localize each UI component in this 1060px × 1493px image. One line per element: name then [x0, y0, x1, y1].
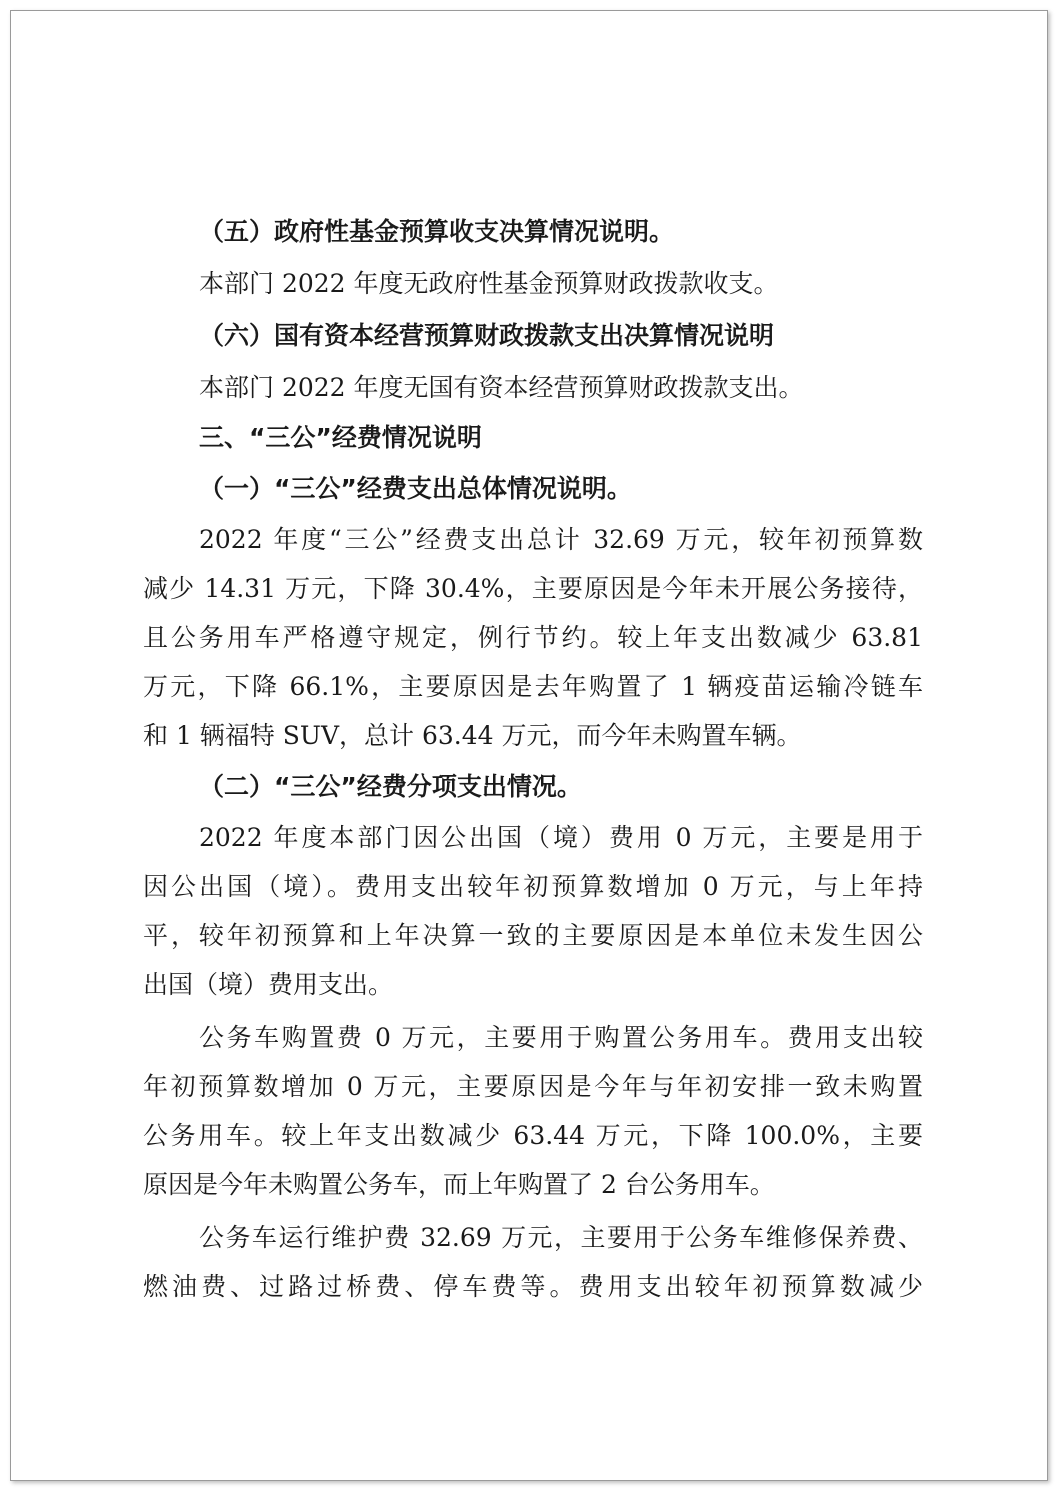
section-6-title: （六）国有资本经营预算财政拨款支出决算情况说明 — [199, 321, 775, 350]
paragraph-line: 燃油费、过路过桥费、停车费等。费用支出较年初预算数减少 — [143, 1272, 923, 1301]
document-content — [143, 206, 923, 1311]
section-3-2-title: （二）“三公”经费分项支出情况。 — [199, 772, 582, 801]
paragraph-line: 年初预算数增加 0 万元，主要原因是今年与年初安排一致未购置 — [143, 1072, 923, 1101]
paragraph-line: 和 1 辆福特 SUV，总计 63.44 万元，而今年未购置车辆。 — [143, 721, 802, 750]
paragraph-line: 出国（境）费用支出。 — [143, 970, 394, 999]
chapter-3-title: 三、“三公”经费情况说明 — [199, 423, 482, 452]
paragraph-vehicle-purchase — [143, 1013, 923, 1209]
paragraph-total-overview — [143, 515, 923, 760]
paragraph-line: 公务用车。较上年支出数减少 63.44 万元，下降 100.0%，主要 — [143, 1121, 923, 1150]
paragraph-line: 2022 年度“三公”经费支出总计 32.69 万元，较年初预算数 — [199, 525, 923, 554]
section-3-1-title: （一）“三公”经费支出总体情况说明。 — [199, 474, 632, 503]
paragraph-vehicle-maintenance — [143, 1213, 923, 1311]
paragraph-line: 原因是今年未购置公务车，而上年购置了 2 台公务用车。 — [143, 1170, 775, 1199]
paragraph-line: 减少 14.31 万元，下降 30.4%，主要原因是今年未开展公务接待， — [143, 574, 923, 603]
paragraph-line: 公务车运行维护费 32.69 万元，主要用于公务车维修保养费、 — [199, 1223, 923, 1252]
section-5-title: （五）政府性基金预算收支决算情况说明。 — [199, 217, 675, 246]
paragraph-line: 平，较年初预算和上年决算一致的主要原因是本单位未发生因公 — [143, 921, 923, 950]
paragraph-line: 2022 年度本部门因公出国（境）费用 0 万元，主要是用于 — [199, 823, 923, 852]
section-5-body: 本部门 2022 年度无政府性基金预算财政拨款收支。 — [199, 269, 779, 298]
paragraph-line: 万元，下降 66.1%，主要原因是去年购置了 1 辆疫苗运输冷链车 — [143, 672, 923, 701]
document-page — [10, 10, 1048, 1481]
paragraph-line: 且公务用车严格遵守规定，例行节约。较上年支出数减少 63.81 — [143, 623, 923, 652]
paragraph-line: 公务车购置费 0 万元，主要用于购置公务用车。费用支出较 — [199, 1023, 923, 1052]
paragraph-overseas-travel — [143, 813, 923, 1009]
paragraph-line: 因公出国（境）。费用支出较年初预算数增加 0 万元，与上年持 — [143, 872, 923, 901]
section-6-body: 本部门 2022 年度无国有资本经营预算财政拨款支出。 — [199, 373, 804, 402]
